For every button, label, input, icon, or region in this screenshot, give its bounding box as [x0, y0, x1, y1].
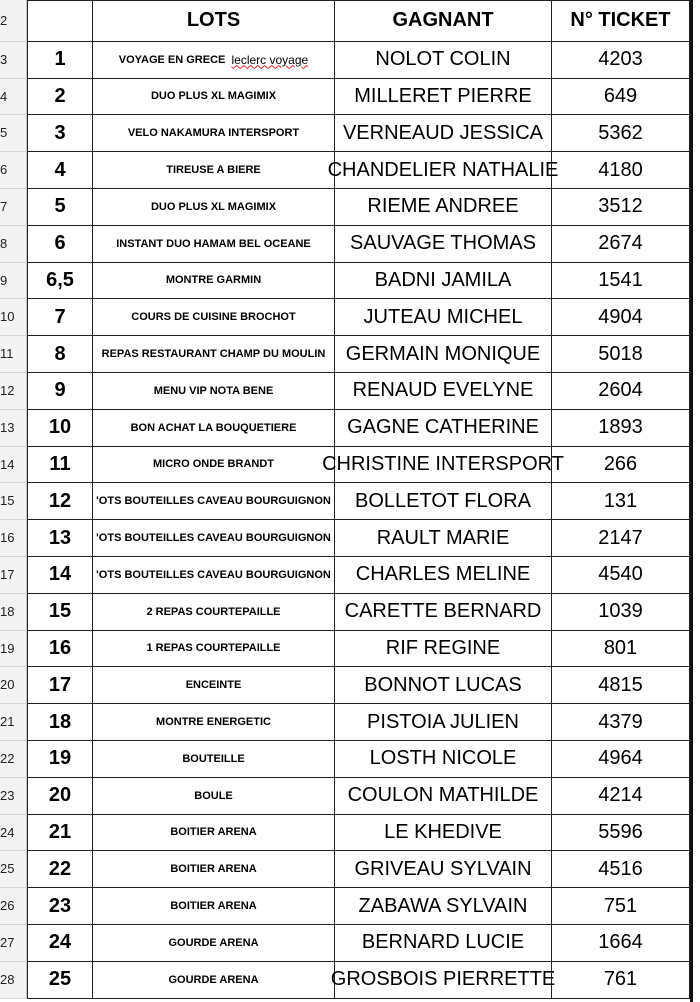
- cell-lot-number[interactable]: 1: [27, 42, 93, 79]
- cell-lot-number[interactable]: 16: [27, 631, 93, 668]
- cell-lot-name[interactable]: [93, 299, 335, 336]
- cell-ticket[interactable]: 3512: [552, 189, 690, 226]
- cell-ticket[interactable]: 4815: [552, 667, 690, 704]
- cell-winner[interactable]: RAULT MARIE: [335, 520, 552, 557]
- cell-winner[interactable]: CHANDELIER NATHALIE: [335, 152, 552, 189]
- cell-lot-name[interactable]: [93, 79, 335, 116]
- table-row: [0, 79, 700, 116]
- row-number[interactable]: 11: [0, 336, 27, 373]
- cell-lot-number[interactable]: 10: [27, 410, 93, 447]
- row-number[interactable]: 14: [0, 447, 27, 484]
- table-row: [0, 226, 700, 263]
- cell-ticket[interactable]: 761: [552, 962, 690, 999]
- cell-lot-number[interactable]: 2: [27, 79, 93, 116]
- cell-lot-name[interactable]: [93, 962, 335, 999]
- table-row: [0, 888, 700, 925]
- row-number[interactable]: 22: [0, 741, 27, 778]
- row-number[interactable]: 13: [0, 410, 27, 447]
- cell-lot-number[interactable]: 8: [27, 336, 93, 373]
- cell-lot-number[interactable]: 7: [27, 299, 93, 336]
- cell-winner[interactable]: GERMAIN MONIQUE: [335, 336, 552, 373]
- cell-ticket[interactable]: 266: [552, 447, 690, 484]
- row-number[interactable]: 2: [0, 0, 27, 42]
- cell-lot-number[interactable]: 18: [27, 704, 93, 741]
- cell-ticket[interactable]: 649: [552, 79, 690, 116]
- cell-winner[interactable]: COULON MATHILDE: [335, 778, 552, 815]
- lot-text: COURS DE CUISINE BROCHOT: [131, 311, 296, 324]
- lot-text: BON ACHAT LA BOUQUETIERE: [130, 421, 297, 434]
- lot-text: BOUTEILLE: [182, 752, 245, 765]
- row-number[interactable]: 4: [0, 79, 27, 116]
- cell-winner[interactable]: SAUVAGE THOMAS: [335, 226, 552, 263]
- row-number[interactable]: 20: [0, 667, 27, 704]
- row-number[interactable]: 3: [0, 42, 27, 79]
- lot-text: BOITIER ARENA: [170, 863, 257, 876]
- cell-ticket[interactable]: 4516: [552, 851, 690, 888]
- table-row: [0, 483, 700, 520]
- row-number[interactable]: 26: [0, 888, 27, 925]
- cell-lot-number[interactable]: 4: [27, 152, 93, 189]
- row-number[interactable]: 21: [0, 704, 27, 741]
- row-number[interactable]: 28: [0, 962, 27, 999]
- cell-winner[interactable]: NOLOT COLIN: [335, 42, 552, 79]
- table-row: [0, 152, 700, 189]
- lot-text: 1 REPAS COURTEPAILLE: [146, 642, 281, 655]
- cell-lot-name[interactable]: [93, 594, 335, 631]
- cell-ticket[interactable]: 1664: [552, 925, 690, 962]
- lot-text: MONTRE ENERGETIC: [156, 716, 271, 729]
- cell-lot-name[interactable]: [93, 888, 335, 925]
- lot-text: INSTANT DUO HAMAM BEL OCEANE: [116, 237, 311, 250]
- table-row: [0, 667, 700, 704]
- cell-winner[interactable]: RIEME ANDREE: [335, 189, 552, 226]
- cell-ticket[interactable]: 751: [552, 888, 690, 925]
- sheet-edge: [690, 0, 700, 1002]
- row-number[interactable]: 5: [0, 115, 27, 152]
- table-row: [0, 778, 700, 815]
- table-row: [0, 704, 700, 741]
- cell-winner[interactable]: CHRISTINE INTERSPORT: [335, 447, 552, 484]
- header-cell-gagnant[interactable]: GAGNANT: [335, 0, 552, 42]
- cell-lot-number[interactable]: 22: [27, 851, 93, 888]
- cell-lot-name[interactable]: [93, 667, 335, 704]
- cell-ticket[interactable]: 1541: [552, 263, 690, 300]
- table-row: [0, 447, 700, 484]
- cell-ticket[interactable]: 5018: [552, 336, 690, 373]
- cell-lot-name[interactable]: [93, 447, 335, 484]
- lot-text: TIREUSE A BIERE: [166, 164, 261, 177]
- lot-text: 'OTS BOUTEILLES CAVEAU BOURGUIGNON: [96, 495, 331, 508]
- table-row: [0, 520, 700, 557]
- row-number[interactable]: 6: [0, 152, 27, 189]
- lot-text: MENU VIP NOTA BENE: [153, 384, 274, 397]
- cell-lot-name[interactable]: [93, 42, 335, 79]
- cell-ticket[interactable]: 1893: [552, 410, 690, 447]
- row-number[interactable]: 7: [0, 189, 27, 226]
- cell-ticket[interactable]: 4540: [552, 557, 690, 594]
- table-row: [0, 594, 700, 631]
- cell-ticket[interactable]: 131: [552, 483, 690, 520]
- cell-lot-number[interactable]: 11: [27, 447, 93, 484]
- cell-winner[interactable]: BOLLETOT FLORA: [335, 483, 552, 520]
- lot-text: ENCEINTE: [185, 679, 242, 692]
- cell-lot-name[interactable]: [93, 483, 335, 520]
- cell-lot-name[interactable]: [93, 851, 335, 888]
- cell-winner[interactable]: BONNOT LUCAS: [335, 667, 552, 704]
- cell-ticket[interactable]: 801: [552, 631, 690, 668]
- row-number[interactable]: 23: [0, 778, 27, 815]
- lot-text: DUO PLUS XL MAGIMIX: [150, 200, 277, 213]
- cell-lot-name[interactable]: [93, 925, 335, 962]
- table-row: [0, 336, 700, 373]
- row-number[interactable]: 19: [0, 631, 27, 668]
- cell-ticket[interactable]: 4964: [552, 741, 690, 778]
- cell-winner[interactable]: LE KHEDIVE: [335, 815, 552, 852]
- table-row: [0, 410, 700, 447]
- table-row: [0, 115, 700, 152]
- cell-lot-number[interactable]: 21: [27, 815, 93, 852]
- cell-winner[interactable]: VERNEAUD JESSICA: [335, 115, 552, 152]
- lot-text: BOITIER ARENA: [170, 826, 257, 839]
- table-row: [0, 189, 700, 226]
- cell-ticket[interactable]: 4180: [552, 152, 690, 189]
- table-row: [0, 557, 700, 594]
- cell-winner[interactable]: RIF REGINE: [335, 631, 552, 668]
- cell-lot-number[interactable]: 25: [27, 962, 93, 999]
- lot-text: REPAS RESTAURANT CHAMP DU MOULIN: [101, 348, 326, 361]
- cell-lot-name[interactable]: [93, 189, 335, 226]
- cell-lot-name[interactable]: [93, 520, 335, 557]
- cell-winner[interactable]: BADNI JAMILA: [335, 263, 552, 300]
- cell-winner[interactable]: CARETTE BERNARD: [335, 594, 552, 631]
- cell-winner[interactable]: GRIVEAU SYLVAIN: [335, 851, 552, 888]
- cell-lot-name[interactable]: [93, 704, 335, 741]
- cell-ticket[interactable]: 4203: [552, 42, 690, 79]
- lot-text: 'OTS BOUTEILLES CAVEAU BOURGUIGNON: [96, 532, 331, 545]
- cell-lot-name[interactable]: [93, 152, 335, 189]
- row-number[interactable]: 9: [0, 263, 27, 300]
- table-row: [0, 631, 700, 668]
- cell-lot-number[interactable]: 15: [27, 594, 93, 631]
- cell-ticket[interactable]: 4904: [552, 299, 690, 336]
- table-row: [0, 299, 700, 336]
- cell-ticket[interactable]: 4379: [552, 704, 690, 741]
- row-number[interactable]: 18: [0, 594, 27, 631]
- cell-ticket[interactable]: 1039: [552, 594, 690, 631]
- row-number[interactable]: 10: [0, 299, 27, 336]
- cell-winner[interactable]: PISTOIA JULIEN: [335, 704, 552, 741]
- row-number[interactable]: 12: [0, 373, 27, 410]
- cell-winner[interactable]: MILLERET PIERRE: [335, 79, 552, 116]
- cell-winner[interactable]: RENAUD EVELYNE: [335, 373, 552, 410]
- cell-lot-number[interactable]: 3: [27, 115, 93, 152]
- row-number[interactable]: 24: [0, 815, 27, 852]
- cell-lot-number[interactable]: 12: [27, 483, 93, 520]
- cell-ticket[interactable]: 5362: [552, 115, 690, 152]
- row-number[interactable]: 27: [0, 925, 27, 962]
- lot-text: 'OTS BOUTEILLES CAVEAU BOURGUIGNON: [96, 568, 331, 581]
- cell-ticket[interactable]: 5596: [552, 815, 690, 852]
- lot-text: MONTRE GARMIN: [165, 274, 262, 287]
- cell-winner[interactable]: LOSTH NICOLE: [335, 741, 552, 778]
- cell-winner[interactable]: GAGNE CATHERINE: [335, 410, 552, 447]
- cell-ticket[interactable]: 4214: [552, 778, 690, 815]
- lot-text: VELO NAKAMURA INTERSPORT: [127, 127, 300, 140]
- cell-lot-name[interactable]: [93, 557, 335, 594]
- table-row: [0, 42, 700, 79]
- lot-text: GOURDE ARENA: [168, 936, 259, 949]
- table-row: [0, 962, 700, 999]
- lot-text: DUO PLUS XL MAGIMIX: [150, 90, 277, 103]
- cell-ticket[interactable]: 2604: [552, 373, 690, 410]
- cell-lot-name[interactable]: [93, 631, 335, 668]
- cell-lot-number[interactable]: 13: [27, 520, 93, 557]
- cell-lot-name[interactable]: [93, 741, 335, 778]
- cell-lot-number[interactable]: 6: [27, 226, 93, 263]
- lot-text: BOITIER ARENA: [170, 900, 257, 913]
- cell-lot-number[interactable]: 24: [27, 925, 93, 962]
- cell-lot-name[interactable]: [93, 815, 335, 852]
- cell-lot-name[interactable]: [93, 410, 335, 447]
- cell-lot-name[interactable]: [93, 778, 335, 815]
- table-row: [0, 851, 700, 888]
- lot-extra-text: leclerc voyage: [231, 52, 309, 67]
- cell-lot-number[interactable]: 20: [27, 778, 93, 815]
- header-cell-lots[interactable]: LOTS: [93, 0, 335, 42]
- cell-winner[interactable]: BERNARD LUCIE: [335, 925, 552, 962]
- cell-winner[interactable]: JUTEAU MICHEL: [335, 299, 552, 336]
- lot-text: GOURDE ARENA: [168, 973, 259, 986]
- lot-text: BOULE: [194, 789, 233, 802]
- cell-winner[interactable]: GROSBOIS PIERRETTE: [335, 962, 552, 999]
- cell-lot-number[interactable]: 23: [27, 888, 93, 925]
- table-row: [0, 925, 700, 962]
- cell-winner[interactable]: ZABAWA SYLVAIN: [335, 888, 552, 925]
- cell-lot-name[interactable]: [93, 336, 335, 373]
- cell-winner[interactable]: CHARLES MELINE: [335, 557, 552, 594]
- lot-text: MICRO ONDE BRANDT: [153, 458, 274, 471]
- cell-lot-number[interactable]: 6,5: [27, 263, 93, 300]
- lot-text: 2 REPAS COURTEPAILLE: [146, 605, 281, 618]
- table-row: [0, 373, 700, 410]
- cell-lot-number[interactable]: 9: [27, 373, 93, 410]
- cell-lot-number[interactable]: 19: [27, 741, 93, 778]
- cell-lot-name[interactable]: [93, 226, 335, 263]
- cell-lot-number[interactable]: 17: [27, 667, 93, 704]
- row-number[interactable]: 8: [0, 226, 27, 263]
- row-number[interactable]: 16: [0, 520, 27, 557]
- header-row: [0, 0, 700, 42]
- header-cell-number[interactable]: [27, 0, 93, 42]
- cell-ticket[interactable]: 2147: [552, 520, 690, 557]
- table-row: [0, 815, 700, 852]
- row-number[interactable]: 25: [0, 851, 27, 888]
- row-number[interactable]: 17: [0, 557, 27, 594]
- cell-lot-name[interactable]: [93, 115, 335, 152]
- cell-lot-number[interactable]: 14: [27, 557, 93, 594]
- cell-lot-number[interactable]: 5: [27, 189, 93, 226]
- cell-lot-name[interactable]: [93, 263, 335, 300]
- row-number[interactable]: 15: [0, 483, 27, 520]
- header-cell-ticket[interactable]: N° TICKET: [552, 0, 690, 42]
- cell-lot-name[interactable]: [93, 373, 335, 410]
- table-row: [0, 741, 700, 778]
- cell-ticket[interactable]: 2674: [552, 226, 690, 263]
- table-row: [0, 263, 700, 300]
- lot-text: VOYAGE EN GRECE: [118, 53, 226, 66]
